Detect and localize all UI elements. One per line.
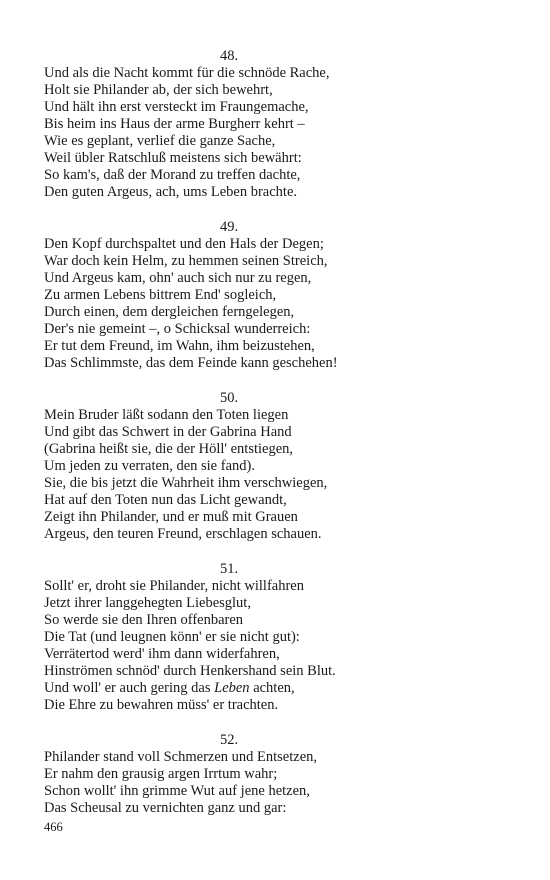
verse-line: Das Schlimmste, das dem Feinde kann geschehen! — [44, 355, 338, 371]
verse-line: Die Ehre zu bewahren müss' er trachten. — [44, 697, 279, 713]
verse-line: Durch einen, dem dergleichen ferngelegen, — [44, 304, 295, 320]
verse-line: Sollt' er, droht sie Philander, nicht willfahren — [44, 578, 304, 594]
verse-text: Und woll' er auch gering das — [44, 680, 215, 696]
verse-line: Zeigt ihn Philander, und er muß mit Grauen — [44, 509, 298, 525]
verse-line: Sie, die bis jetzt die Wahrheit ihm verschwiegen, — [44, 475, 328, 491]
verse-line: Mein Bruder läßt sodann den Toten liegen — [44, 407, 289, 423]
verse-emphasis: Leben — [214, 680, 250, 696]
stanza-number: 51. — [219, 561, 239, 577]
verse-line: Bis heim ins Haus der arme Burgherr kehrt – — [44, 116, 305, 132]
verse-line: Wie es geplant, verlief die ganze Sache, — [44, 133, 276, 149]
stanza — [44, 219, 414, 372]
verse-line: Das Scheusal zu vernichten ganz und gar: — [44, 800, 287, 816]
verse-line — [44, 680, 414, 697]
stanza-number: 48. — [219, 48, 239, 64]
verse-line: Und als die Nacht kommt für die schnöde Rache, — [44, 65, 330, 81]
verse-line: Um jeden zu verraten, den sie fand). — [44, 458, 255, 474]
verse-line: So kam's, daß der Morand zu treffen dachte, — [44, 167, 301, 183]
verse-line: Er tut dem Freund, im Wahn, ihm beizustehen, — [44, 338, 315, 354]
verse-line: Hat auf den Toten nun das Licht gewandt, — [44, 492, 287, 508]
verse-line: War doch kein Helm, zu hemmen seinen Streich, — [44, 253, 328, 269]
verse-line: Argeus, den teuren Freund, erschlagen schauen. — [44, 526, 322, 542]
verse-line: Der's nie gemeint –, o Schicksal wunderreich: — [44, 321, 311, 337]
verse-line: Philander stand voll Schmerzen und Entsetzen, — [44, 749, 318, 765]
verse-line: Weil übler Ratschluß meistens sich bewährt: — [44, 150, 302, 166]
verse-line: Den Kopf durchspaltet und den Hals der Degen; — [44, 236, 324, 252]
verse-line: Schon wollt' ihn grimme Wut auf jene hetzen, — [44, 783, 310, 799]
stanza-number: 49. — [219, 219, 239, 235]
verse-text: achten, — [249, 680, 295, 696]
verse-line: Den guten Argeus, ach, ums Leben brachte. — [44, 184, 297, 200]
verse-line: Holt sie Philander ab, der sich bewehrt, — [44, 82, 273, 98]
page-number: 466 — [44, 820, 63, 834]
verse-line: Die Tat (und leugnen könn' er sie nicht gut): — [44, 629, 300, 645]
verse-line: So werde sie den Ihren offenbaren — [44, 612, 244, 628]
stanza-number: 50. — [219, 390, 239, 406]
verse-line: Und gibt das Schwert in der Gabrina Hand — [44, 424, 292, 440]
poem-page — [44, 48, 414, 835]
verse-line: Verrätertod werd' ihm dann widerfahren, — [44, 646, 280, 662]
stanza — [44, 732, 414, 817]
stanza — [44, 561, 414, 714]
verse-line: Zu armen Lebens bittrem End' sogleich, — [44, 287, 277, 303]
stanza-number: 52. — [219, 732, 239, 748]
verse-line: Jetzt ihrer langgehegten Liebesglut, — [44, 595, 251, 611]
stanza — [44, 390, 414, 543]
stanza — [44, 48, 414, 201]
verse-line: Und Argeus kam, ohn' auch sich nur zu regen, — [44, 270, 312, 286]
verse-line: Hinströmen schnöd' durch Henkershand sein Blut. — [44, 663, 336, 679]
verse-line: Er nahm den grausig argen Irrtum wahr; — [44, 766, 278, 782]
verse-line: (Gabrina heißt sie, die der Höll' entstiegen, — [44, 441, 294, 457]
verse-line: Und hält ihn erst versteckt im Fraungemache, — [44, 99, 309, 115]
